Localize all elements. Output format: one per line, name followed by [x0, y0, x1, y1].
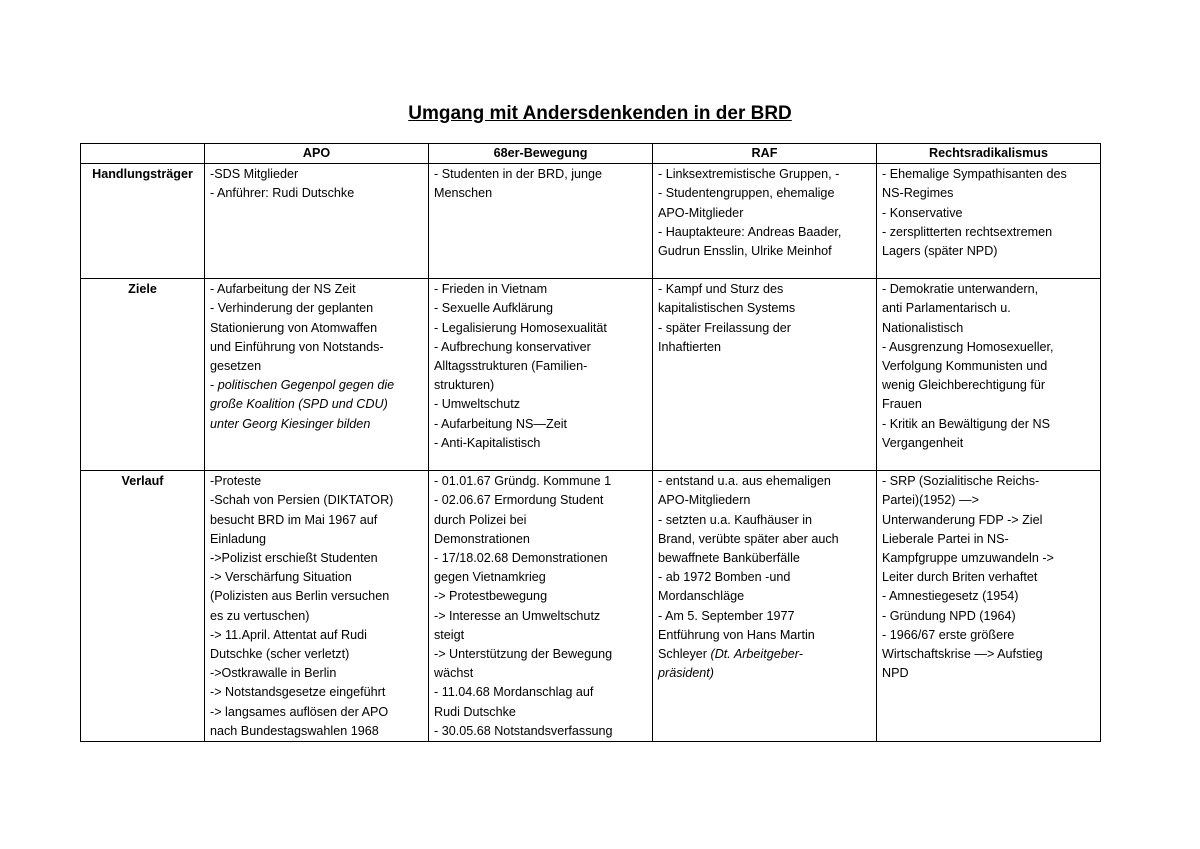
cell-verlauf-raf [653, 471, 877, 742]
text-segment: Frauen [882, 397, 922, 412]
cell-text-line [210, 626, 423, 645]
cell-text-line [882, 549, 1095, 568]
text-segment: Entführung von Hans Martin [658, 627, 815, 642]
cell-text-line [210, 376, 423, 395]
cell-text-line [210, 683, 423, 702]
text-segment: Wirtschaftskrise —> Aufstieg [882, 647, 1043, 662]
text-segment: - 30.05.68 Notstandsverfassung [434, 723, 613, 738]
text-segment: es zu vertuschen) [210, 608, 310, 623]
cell-text-line [210, 530, 423, 549]
text-segment: - Aufarbeitung NS—Zeit [434, 416, 567, 431]
cell-text-line [658, 568, 871, 587]
cell-text-line [658, 645, 871, 664]
text-segment: Gudrun Ensslin, Ulrike Meinhof [658, 244, 832, 259]
cell-text-line [434, 703, 647, 722]
text-segment: Inhaftierten [658, 339, 722, 354]
cell-text-line [210, 511, 423, 530]
cell-text-line [658, 530, 871, 549]
cell-text-line [658, 511, 871, 530]
text-segment: - Studenten in der BRD, junge [434, 167, 603, 182]
text-segment: - Ehemalige Sympathisanten des [882, 167, 1067, 182]
cell-text-line [434, 299, 647, 318]
text-segment: - entstand u.a. aus ehemaligen [658, 474, 831, 489]
column-header-rechtsradikalismus: Rechtsradikalismus [877, 144, 1101, 164]
cell-text-line [210, 703, 423, 722]
cell-text-line [434, 472, 647, 491]
cell-text-line [882, 511, 1095, 530]
text-segment: Einladung [210, 531, 267, 546]
text-segment: - Verhinderung der geplanten [210, 301, 374, 316]
text-segment: - Studentengruppen, ehemalige [658, 186, 835, 201]
italic-text-segment: große Koalition (SPD und CDU) [210, 397, 388, 412]
cell-text-line [658, 319, 871, 338]
text-segment: -> Interesse an Umweltschutz [434, 608, 601, 623]
cell-text-line [658, 280, 871, 299]
text-segment: - Gründung NPD (1964) [882, 608, 1016, 623]
text-segment: - Am 5. September 1977 [658, 608, 795, 623]
column-header-empty [81, 144, 205, 164]
text-segment: -> Protestbewegung [434, 589, 548, 604]
cell-text-line [210, 472, 423, 491]
text-segment: - [210, 378, 218, 393]
italic-text-segment: politischen Gegenpol gegen die [217, 378, 395, 393]
cell-text-line [434, 722, 647, 741]
cell-text-line [882, 530, 1095, 549]
text-segment: und Einführung von Notstands- [210, 339, 384, 354]
cell-ziele-68er-bewegung [429, 279, 653, 471]
cell-text-line [434, 415, 647, 434]
cell-text-line [882, 184, 1095, 203]
text-segment: gesetzen [210, 359, 262, 374]
text-segment: Dutschke (scher verletzt) [210, 647, 350, 662]
text-segment: Unterwanderung FDP -> Ziel [882, 512, 1043, 527]
text-segment: -Proteste [210, 474, 262, 489]
cell-text-line [434, 511, 647, 530]
cell-handlungstraeger-apo [205, 164, 429, 279]
cell-text-line [658, 587, 871, 606]
text-segment: - Legalisierung Homosexualität [434, 320, 607, 335]
text-segment: Partei)(1952) —> [882, 493, 979, 508]
cell-text-line [658, 338, 871, 357]
cell-text-line [210, 491, 423, 510]
italic-text-segment: präsident) [658, 666, 715, 681]
text-segment: - Linksextremistische Gruppen, - [658, 167, 840, 182]
table-row-ziele [81, 279, 1101, 471]
text-segment: - 17/18.02.68 Demonstrationen [434, 551, 608, 566]
cell-handlungstraeger-68er-bewegung [429, 164, 653, 279]
cell-text-line [434, 165, 647, 184]
text-segment: -> Verschärfung Situation [210, 570, 352, 585]
text-segment: Nationalistisch [882, 320, 964, 335]
text-segment: Lieberale Partei in NS- [882, 531, 1009, 546]
cell-text-line [658, 549, 871, 568]
text-segment: steigt [434, 627, 465, 642]
row-header-ziele: Ziele [81, 279, 205, 471]
text-segment: - setzten u.a. Kaufhäuser in [658, 512, 813, 527]
row-header-verlauf: Verlauf [81, 471, 205, 742]
cell-text-line [882, 376, 1095, 395]
text-segment: Alltagsstrukturen (Familien- [434, 359, 588, 374]
cell-text-line [658, 223, 871, 242]
comparison-table [80, 143, 1101, 742]
text-segment: -Schah von Persien (DIKTATOR) [210, 493, 394, 508]
cell-text-line [210, 319, 423, 338]
text-segment: - Kampf und Sturz des [658, 282, 784, 297]
text-segment: nach Bundestagswahlen 1968 [210, 723, 379, 738]
italic-text-segment: (Dt. Arbeitgeber- [710, 647, 803, 662]
text-segment: - Kritik an Bewältigung der NS [882, 416, 1050, 431]
text-segment: - Amnestiegesetz (1954) [882, 589, 1019, 604]
cell-text-line [434, 357, 647, 376]
cell-text-line [210, 165, 423, 184]
cell-text-line [434, 607, 647, 626]
cell-text-line [210, 568, 423, 587]
text-segment: Kampfgruppe umzuwandeln -> [882, 551, 1054, 566]
cell-text-line [210, 357, 423, 376]
text-segment: ->Polizist erschießt Studenten [210, 551, 378, 566]
text-segment: Leiter durch Briten verhaftet [882, 570, 1038, 585]
text-segment: - Hauptakteure: Andreas Baader, [658, 224, 842, 239]
cell-text-line [434, 376, 647, 395]
cell-text-line [882, 165, 1095, 184]
cell-text-line [658, 242, 871, 261]
text-segment: Stationierung von Atomwaffen [210, 320, 378, 335]
text-segment: NS-Regimes [882, 186, 954, 201]
cell-text-line [658, 607, 871, 626]
cell-ziele-apo [205, 279, 429, 471]
cell-text-line [434, 645, 647, 664]
cell-text-line [434, 549, 647, 568]
text-segment: gegen Vietnamkrieg [434, 570, 546, 585]
cell-text-line [210, 664, 423, 683]
text-segment: - zersplitterten rechtsextremen [882, 224, 1053, 239]
cell-text-line [210, 415, 423, 434]
cell-text-line [210, 280, 423, 299]
cell-text-line [434, 434, 647, 453]
column-header-raf: RAF [653, 144, 877, 164]
text-segment: Verfolgung Kommunisten und [882, 359, 1048, 374]
text-segment: APO-Mitglieder [658, 205, 744, 220]
text-segment: - Demokratie unterwandern, [882, 282, 1039, 297]
cell-text-line [210, 645, 423, 664]
cell-text-line [658, 491, 871, 510]
cell-text-line [882, 434, 1095, 453]
text-segment: Brand, verübte später aber auch [658, 531, 839, 546]
cell-text-line [434, 395, 647, 414]
cell-text-line [882, 664, 1095, 683]
cell-ziele-rechtsradikalismus [877, 279, 1101, 471]
cell-text-line [210, 549, 423, 568]
text-segment: - Konservative [882, 205, 963, 220]
document-title: Umgang mit Andersdenkenden in der BRD [408, 103, 792, 124]
text-segment: Rudi Dutschke [434, 704, 516, 719]
cell-text-line [434, 280, 647, 299]
cell-ziele-raf [653, 279, 877, 471]
column-header-68er-bewegung: 68er-Bewegung [429, 144, 653, 164]
cell-text-line [882, 299, 1095, 318]
cell-text-line [882, 338, 1095, 357]
table-row-verlauf [81, 471, 1101, 742]
cell-text-line [882, 204, 1095, 223]
cell-text-line [658, 165, 871, 184]
text-segment: durch Polizei bei [434, 512, 527, 527]
text-segment: APO-Mitgliedern [658, 493, 751, 508]
cell-text-line [882, 242, 1095, 261]
cell-text-line [434, 184, 647, 203]
text-segment: - 1966/67 erste größere [882, 627, 1015, 642]
text-segment: anti Parlamentarisch u. [882, 301, 1011, 316]
text-segment: Vergangenheit [882, 435, 964, 450]
text-segment: strukturen) [434, 378, 495, 393]
text-segment: -> 11.April. Attentat auf Rudi [210, 627, 367, 642]
cell-text-line [882, 395, 1095, 414]
cell-text-line [882, 319, 1095, 338]
text-segment: Mordanschläge [658, 589, 745, 604]
cell-text-line [210, 299, 423, 318]
cell-text-line [882, 626, 1095, 645]
text-segment: - Aufarbeitung der NS Zeit [210, 282, 356, 297]
cell-text-line [434, 664, 647, 683]
table-header-row [81, 144, 1101, 164]
cell-text-line [210, 395, 423, 414]
text-segment: - Umweltschutz [434, 397, 521, 412]
cell-text-line [882, 587, 1095, 606]
text-segment: - 11.04.68 Mordanschlag auf [434, 685, 594, 700]
text-segment: - SRP (Sozialitische Reichs- [882, 474, 1040, 489]
cell-text-line [882, 645, 1095, 664]
text-segment: Demonstrationen [434, 531, 530, 546]
text-segment: - Sexuelle Aufklärung [434, 301, 554, 316]
text-segment: - Aufbrechung konservativer [434, 339, 591, 354]
text-segment: bewaffnete Banküberfälle [658, 551, 800, 566]
text-segment: (Polizisten aus Berlin versuchen [210, 589, 390, 604]
text-segment: -SDS Mitglieder [210, 167, 299, 182]
text-segment: - ab 1972 Bomben -und [658, 570, 791, 585]
cell-text-line [882, 280, 1095, 299]
column-header-apo: APO [205, 144, 429, 164]
cell-handlungstraeger-rechtsradikalismus [877, 164, 1101, 279]
text-segment: wenig Gleichberechtigung für [882, 378, 1046, 393]
cell-text-line [882, 568, 1095, 587]
cell-text-line [434, 338, 647, 357]
cell-text-line [658, 184, 871, 203]
text-segment: NPD [882, 666, 909, 681]
text-segment: - Anti-Kapitalistisch [434, 435, 541, 450]
cell-text-line [658, 626, 871, 645]
text-segment: -> Unterstützung der Bewegung [434, 647, 613, 662]
cell-text-line [434, 491, 647, 510]
text-segment: kapitalistischen Systems [658, 301, 796, 316]
cell-text-line [210, 587, 423, 606]
cell-text-line [210, 338, 423, 357]
cell-text-line [882, 472, 1095, 491]
cell-text-line [434, 587, 647, 606]
cell-text-line [882, 491, 1095, 510]
text-segment: - Ausgrenzung Homosexueller, [882, 339, 1054, 354]
text-segment: -> langsames auflösen der APO [210, 704, 389, 719]
text-segment: - 01.01.67 Gründg. Kommune 1 [434, 474, 612, 489]
cell-handlungstraeger-raf [653, 164, 877, 279]
text-segment: - später Freilassung der [658, 320, 791, 335]
cell-text-line [210, 184, 423, 203]
cell-text-line [434, 568, 647, 587]
text-segment: ->Ostkrawalle in Berlin [210, 666, 337, 681]
text-segment: Menschen [434, 186, 493, 201]
text-segment: besucht BRD im Mai 1967 auf [210, 512, 378, 527]
cell-text-line [882, 607, 1095, 626]
row-header-handlungstraeger: Handlungsträger [81, 164, 205, 279]
text-segment: -> Notstandsgesetze eingeführt [210, 685, 386, 700]
cell-text-line [434, 626, 647, 645]
text-segment: - Frieden in Vietnam [434, 282, 548, 297]
text-segment: wächst [434, 666, 474, 681]
cell-text-line [210, 607, 423, 626]
text-segment: - 02.06.67 Ermordung Student [434, 493, 604, 508]
cell-text-line [658, 204, 871, 223]
italic-text-segment: unter Georg Kiesinger bilden [210, 416, 371, 431]
cell-verlauf-68er-bewegung [429, 471, 653, 742]
table-row-handlungstraeger [81, 164, 1101, 279]
text-segment: Schleyer [658, 647, 711, 662]
text-segment: - Anführer: Rudi Dutschke [210, 186, 355, 201]
cell-text-line [658, 299, 871, 318]
cell-text-line [434, 530, 647, 549]
cell-text-line [658, 664, 871, 683]
cell-text-line [658, 472, 871, 491]
cell-text-line [434, 683, 647, 702]
cell-text-line [882, 223, 1095, 242]
cell-text-line [882, 357, 1095, 376]
cell-verlauf-apo [205, 471, 429, 742]
cell-verlauf-rechtsradikalismus [877, 471, 1101, 742]
cell-text-line [210, 722, 423, 741]
cell-text-line [882, 415, 1095, 434]
cell-text-line [434, 319, 647, 338]
text-segment: Lagers (später NPD) [882, 244, 998, 259]
